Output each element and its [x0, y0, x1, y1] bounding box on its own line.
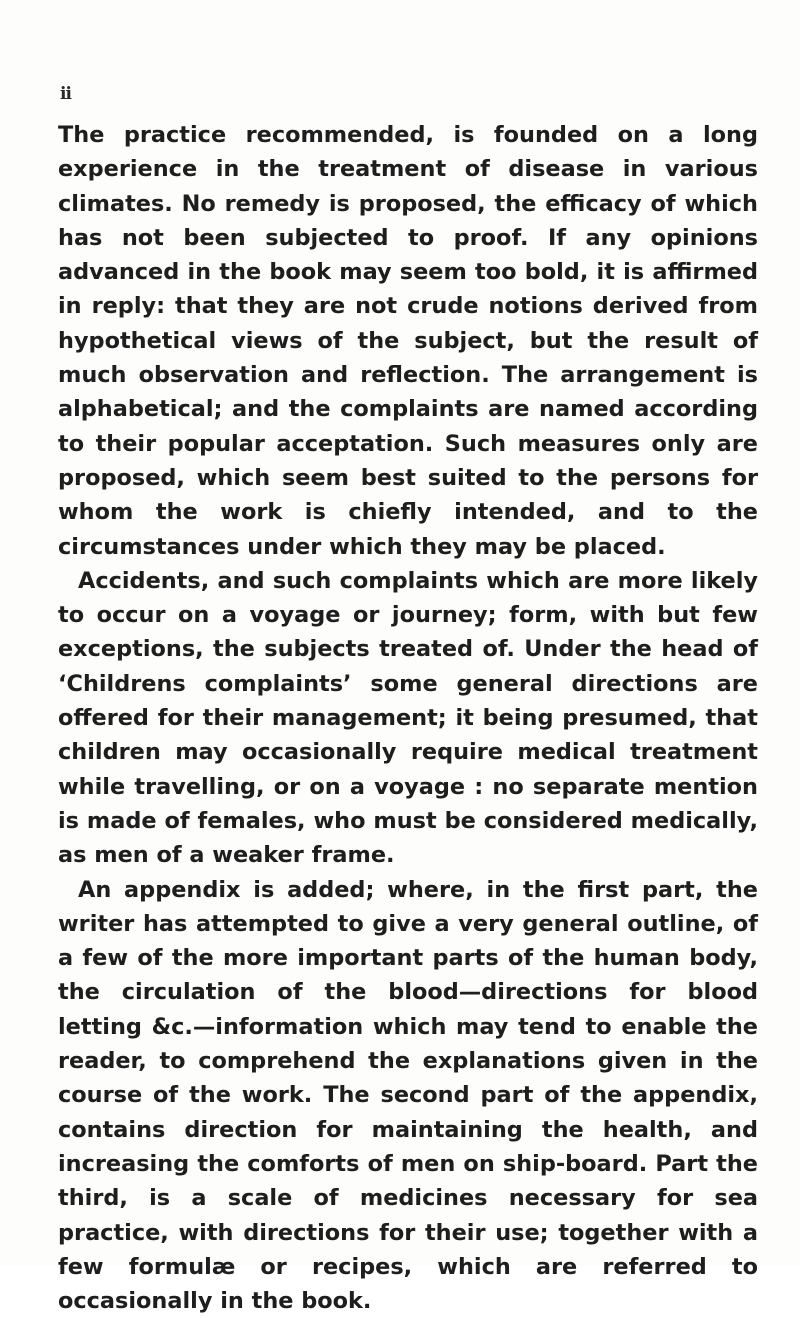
paragraph-accidents: Accidents, and such complaints which are more likely to occur on a voyage or journey; form, with but few exceptions, the subjects treated of. Under the head of ‘Childrens complaints’ some general directions are offered for their management; it being presumed, that children may occasionally require medical treatment while travelling, or on a voyage : no separate mention is made of females, who must be considered medically, as men of a weaker frame. [58, 567, 758, 869]
paragraph-practice: The practice recommended, is founded on a long experience in the treatment of disease in various climates. No remedy is proposed, the efficacy of which has not been subjected to proof. If any opinions advanced in the book may seem too bold, it is affirmed in reply: that they are not crude notions derived from hypothetical views of the subject, but the result of much observation and reflection. The arrangement is alphabetical; and the complaints are named according to their popular acceptation. Such measures only are proposed, which seem best suited to the persons for whom the work is chiefly intended, and to the circumstances under which they may be placed. [58, 122, 758, 560]
paragraph-appendix: An appendix is added; where, in the first part, the writer has attempted to give a very general outline, of a few of the more important parts of the human body, the circulation of the blood—directions for blood letting &c.—information which may tend to enable the reader, to comprehend the explanations given in the course of the work. The second part of the appendix, contains direction for maintaining the health, and increasing the comforts of men on ship-board. Part the third, is a scale of medicines necessary for sea practice, with directions for their use; together with a few formulæ or recipes, which are referred to occasionally in the book. [58, 876, 758, 1315]
body-text [58, 118, 758, 1318]
page-number: ii [60, 84, 71, 104]
